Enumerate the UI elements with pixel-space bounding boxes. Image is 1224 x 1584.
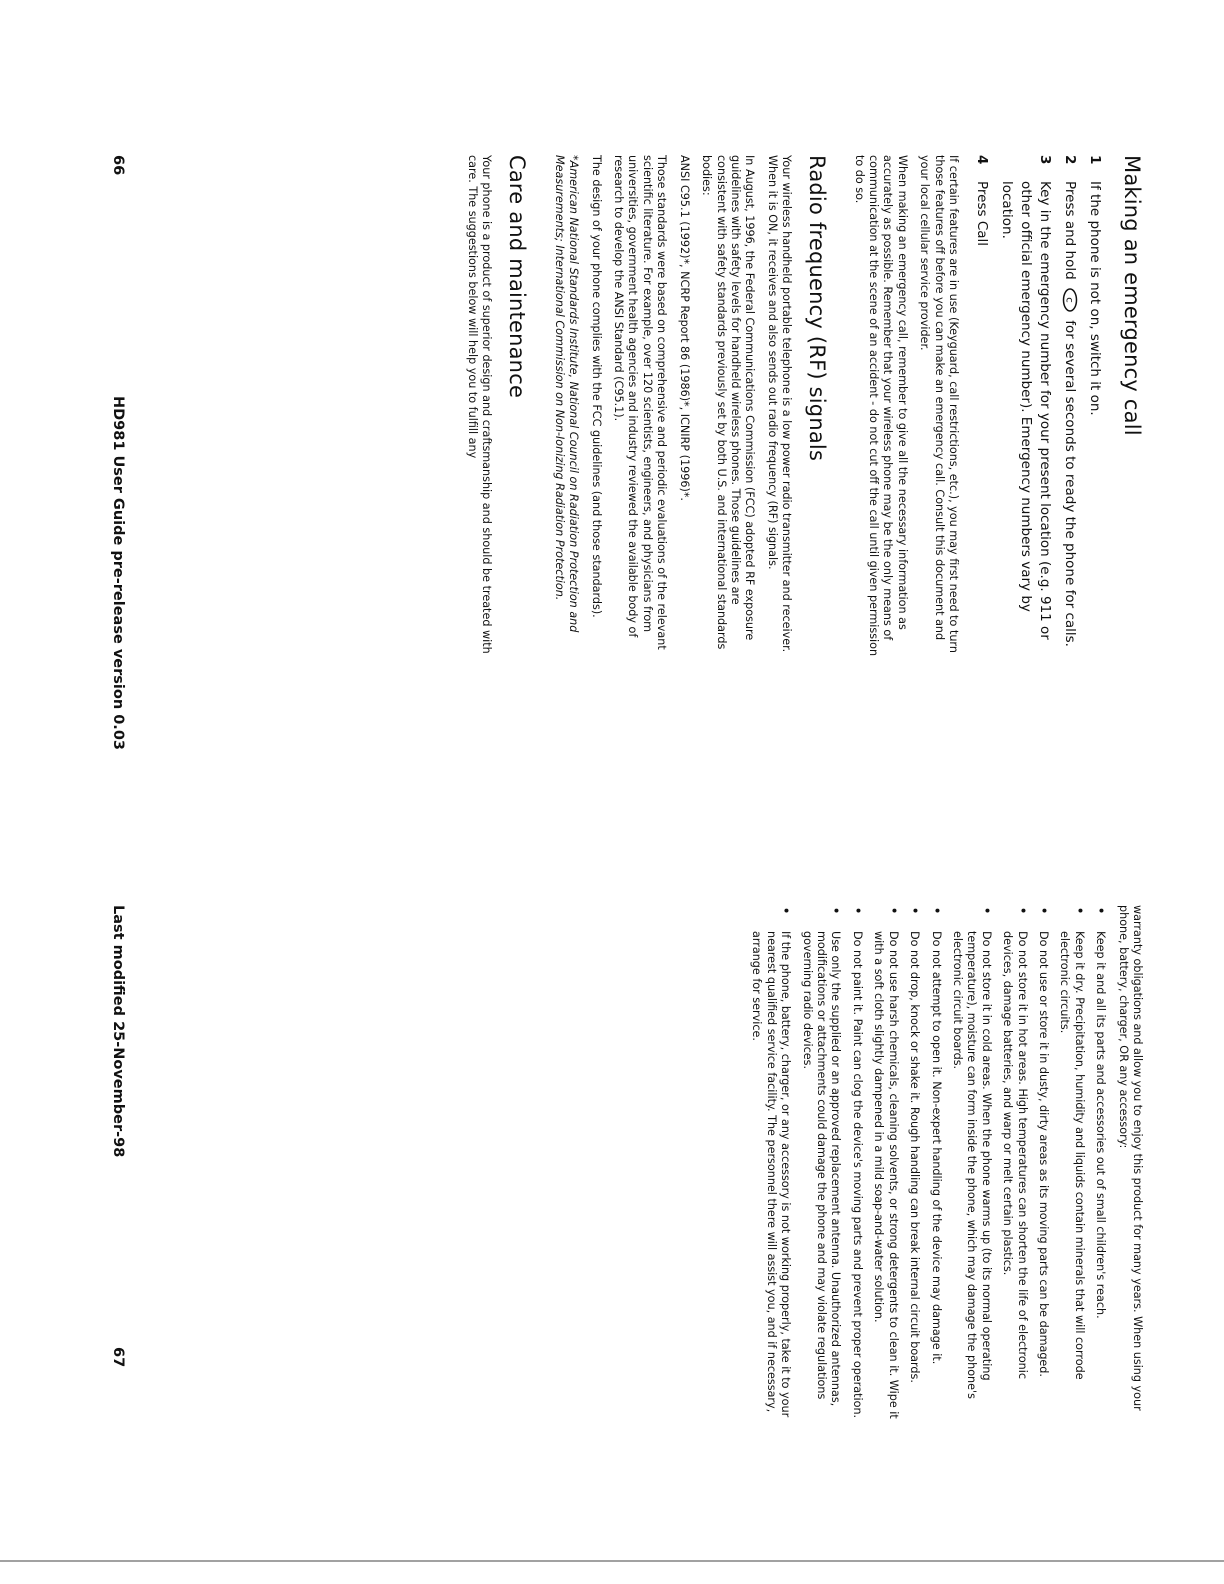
bullet-icon: • — [1036, 907, 1050, 915]
bullet-icon: • — [850, 907, 864, 915]
bullet-icon: • — [929, 907, 943, 915]
emergency-step — [972, 155, 991, 665]
rf-paragraph: ANSI C95.1 (1992)*, NCRP Report 86 (1986)*, ICNIRP (1996)*. — [677, 155, 691, 501]
rf-heading: Radio frequency (RF) signals — [805, 155, 830, 462]
step-text: Press Call — [974, 181, 990, 247]
last-modified-footer: Last modified 25-November-98 — [110, 905, 126, 1158]
emergency-paragraph: If certain features are in use (Keyguard, call restrictions, etc.), you may first need to turn those features off before you can make an emergency call. Consult this document and your local cellular service provider. — [918, 155, 960, 653]
bullet-icon: • — [1015, 907, 1029, 915]
rf-paragraph: Those standards were based on comprehensive and periodic evaluations of the relevant scientific literature. For example, over 120 scientists, engineers, and physicians from universities, government health agencies and industry reviewed the available body of research to develop the ANSI Standard (C95.1). — [612, 155, 669, 650]
list-item-text: Do not attempt to open it. Non-expert handling of the device may damage it. — [929, 931, 943, 1365]
list-item — [871, 905, 900, 1425]
rf-paragraph: In August, 1996, the Federal Communications Commission (FCC) adopted RF exposure guidelines with safety levels for handheld wireless phones. Those guidelines are consistent with safety standards previously set by both U.S. and international standards bodies: — [700, 155, 757, 650]
bullet-icon: • — [1072, 907, 1086, 915]
list-item — [1036, 905, 1050, 1425]
emergency-paragraph: When making an emergency call, remember to give all the necessary information as accurately as possible. Remember that your wireless phone may be the only means of communication at the scene of an accident - do not cut off the call until given permission to do so. — [852, 155, 909, 657]
rf-paragraph: The design of your phone complies with the FCC guidelines (and those standards). — [589, 155, 603, 618]
list-item-text: Do not store it in hot areas. High temperatures can shorten the life of electronic devices, damage batteries, and warp or melt certain plastics. — [1001, 931, 1029, 1380]
svg-text:c: c — [1063, 297, 1075, 303]
care-paragraph: Your phone is a product of superior design and craftsmanship and should be treated with care. The suggestions below will help you to fulfill any — [466, 155, 494, 654]
clear-key-icon — [1062, 287, 1078, 313]
rf-footnote: *American National Standards Institute, National Council on Radiation Protection and Measurements; International Commission on Non-Ionizing Radiation Protection. — [552, 155, 581, 633]
list-item — [1093, 905, 1107, 1425]
care-bullet-list — [749, 905, 1107, 1425]
scan-edge-line — [0, 1560, 1224, 1562]
emergency-steps — [972, 155, 1104, 665]
list-item-text: Do not paint it. Paint can clog the device's moving parts and prevent proper operation. — [850, 931, 864, 1419]
step-text: If the phone is not on, switch it on. — [1087, 181, 1103, 416]
page-number-67: 67 — [110, 1347, 126, 1368]
list-item-text: Do not use harsh chemicals, cleaning solvents, or strong detergents to clean it. Wipe it with a soft cloth slightly dampened in a mild soap-and-water solution. — [872, 931, 900, 1419]
bullet-icon: • — [779, 907, 793, 915]
list-item — [1057, 905, 1086, 1425]
step-text: Key in the emergency number for your present location (e.g. 911 or other official emergency number). Emergency numbers vary by location. — [999, 181, 1053, 640]
list-item — [749, 905, 792, 1425]
step-number: 3 — [1037, 155, 1053, 165]
emergency-step — [1085, 155, 1104, 665]
list-item-text: Use only the supplied or an approved replacement antenna. Unauthorized antennas, modifications or attachments could damage the phone and may violate regulations governing radio devices. — [800, 931, 843, 1407]
page-67 — [0, 792, 1224, 1584]
list-item — [1000, 905, 1029, 1425]
bullet-icon: • — [1094, 907, 1108, 915]
bullet-icon: • — [979, 907, 993, 915]
care-heading: Care and maintenance — [505, 155, 530, 399]
bullet-icon: • — [886, 907, 900, 915]
list-item — [907, 905, 921, 1425]
step-number: 2 — [1062, 155, 1078, 165]
right-column — [742, 905, 1144, 1425]
emergency-step — [1060, 155, 1079, 665]
list-item-text: Do not drop, knock or shake it. Rough handling can break internal circuit boards. — [908, 931, 922, 1383]
list-item-text: Keep it dry. Precipitation, humidity and liquids contain minerals that will corrode electronic circuits. — [1058, 931, 1086, 1380]
list-item-text: Do not use or store it in dusty, dirty areas as its moving parts can be damaged. — [1036, 931, 1050, 1377]
list-item — [928, 905, 942, 1425]
list-item-text: If the phone, battery, charger, or any accessory is not working properly, take it to your nearest qualified service facility. The personnel there will assist you, and if necessary, arrange for service. — [750, 931, 793, 1418]
emergency-step — [997, 155, 1054, 665]
bullet-icon: • — [829, 907, 843, 915]
list-item — [799, 905, 842, 1425]
list-item — [850, 905, 864, 1425]
emergency-heading: Making an emergency call — [1120, 155, 1144, 436]
document-title-footer: HD981 User Guide pre-release version 0.03 — [110, 396, 126, 750]
step-text-before: Press and hold — [1062, 181, 1078, 280]
care-continued-intro: warranty obligations and allow you to enjoy this product for many years. When using your phone, battery, charger, OR any accessory: — [1116, 905, 1144, 1411]
list-item — [950, 905, 993, 1425]
rf-paragraph: Your wireless handheld portable telephone is a low power radio transmitter and receiver. When it is ON, it receives and also sends out radio frequency (RF) signals. — [765, 155, 794, 653]
list-item-text: Do not store it in cold areas. When the phone warms up (to its normal operating temperature), moisture can form inside the phone, which may damage the phone's electronic circuit boards. — [950, 931, 993, 1399]
bullet-icon: • — [908, 907, 922, 915]
page-number-66: 66 — [110, 155, 126, 176]
list-item-text: Keep it and all its parts and accessories out of small children's reach. — [1094, 931, 1108, 1319]
step-number: 4 — [974, 155, 990, 165]
step-text-after: for several seconds to ready the phone for calls. — [1062, 320, 1078, 647]
step-number: 1 — [1087, 155, 1103, 165]
left-column — [457, 155, 1144, 665]
